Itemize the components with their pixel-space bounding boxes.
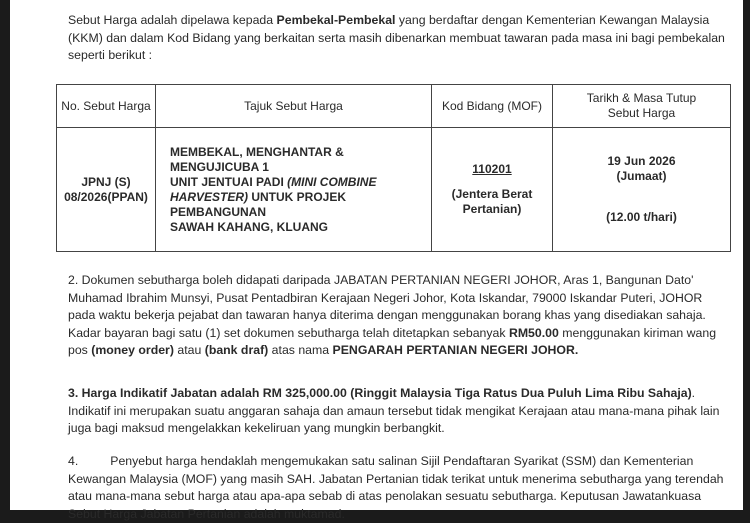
paragraph-2: [68, 272, 728, 360]
intro-text: Sebut Harga adalah dipelawa kepada: [68, 13, 277, 27]
header-kod-bidang: Kod Bidang (MOF): [432, 85, 553, 128]
cell-no-sebut-harga: [57, 128, 156, 252]
para2-money-order: (money order): [91, 343, 174, 357]
title-line2-text: UNIT JENTUAI PADI: [170, 174, 288, 189]
para3-text: . Indikatif ini merupakan suatu anggaran sahaja dan amaun tersebut tidak mengikat Kerajaan atau mana-mana pihak lain juga bagi maksud mengelakkan kekeliruan yang mungkin berbangkit.: [68, 386, 720, 435]
quotation-table: [56, 84, 731, 252]
closing-day: (Jumaat): [616, 169, 667, 183]
table-header-row: [57, 85, 731, 128]
intro-paragraph: [68, 12, 728, 65]
closing-time: (12.00 t/hari): [606, 210, 677, 224]
header-tajuk: Tajuk Sebut Harga: [156, 85, 432, 128]
para2-text: 2. Dokumen sebutharga boleh didapati daripada JABATAN PERTANIAN NEGERI JOHOR, Aras 1, Bangunan Dato' Muhamad Ibrahim Munsyi, Pusat Pentadbiran Kerajaan Negeri Johor, Kota Iskandar, 79000 Iskandar Puteri, JOHOR pada waktu bekerja pejabat dan tawaran hanya diterima dengan menggunakan borang khas yang disediakan sahaja. Kadar bayaran bagi satu (1) set dokumen sebutharga telah ditetapkan sebanyak: [68, 273, 706, 340]
title-line2: [170, 175, 423, 190]
para2-text-2: menggunakan kiriman wang pos: [68, 325, 717, 357]
para2-payee: PENGARAH PERTANIAN NEGERI JOHOR.: [332, 343, 579, 357]
header-no-sebut-harga: No. Sebut Harga: [57, 85, 156, 128]
document-page: [10, 0, 743, 521]
quote-number-line2: 08/2026(PPAN): [64, 189, 148, 204]
header-tarikh-masa: Tarikh & Masa Tutup Sebut Harga: [553, 85, 731, 128]
title-line4: SAWAH KAHANG, KLUANG: [170, 219, 328, 234]
para3-indicative-price: 3. Harga Indikatif Jabatan adalah RM 325,000.00 (Ringgit Malaysia Tiga Ratus Dua Puluh Lima Ribu Sahaja): [68, 386, 692, 400]
quote-number-line1: JPNJ (S): [81, 174, 131, 189]
title-line3: [170, 190, 423, 220]
para2-text-4: atas nama: [268, 343, 333, 357]
closing-date: 19 Jun 2026: [607, 154, 676, 168]
intro-bold-suppliers: Pembekal-Pembekal: [276, 13, 396, 27]
cell-kod-bidang: [432, 128, 553, 252]
paragraph-3: [68, 385, 728, 438]
paragraph-4: [68, 453, 728, 523]
intro-text-cont: yang berdaftar dengan Kementerian Kewangan Malaysia (KKM) dan dalam Kod Bidang yang berkaitan serta masih dibenarkan membuat tawaran pada masa ini bagi pembekalan seperti berikut :: [68, 13, 725, 62]
kod-desc-line2: Pertanian): [462, 202, 522, 216]
title-line3-text: UNTUK PROJEK PEMBANGUNAN: [170, 189, 347, 219]
para2-text-3: atau: [173, 343, 205, 357]
para2-bank-draf: (bank draf): [204, 343, 269, 357]
kod-desc-line1: (Jentera Berat: [451, 187, 533, 201]
cell-tarikh-masa: [553, 128, 731, 252]
table-row: [57, 128, 731, 252]
title-line1: MEMBEKAL, MENGHANTAR & MENGUJICUBA 1: [170, 144, 344, 174]
title-line2-italic: (MINI COMBINE: [287, 174, 377, 189]
cell-tajuk: [156, 128, 432, 252]
kod-bidang-code: 110201: [472, 162, 512, 176]
para2-fee: RM50.00: [508, 325, 559, 340]
para4-text: Penyebut harga hendaklah mengemukakan satu salinan Sijil Pendaftaran Syarikat (SSM) dan Kementerian Kewangan Malaysia (MOF) yang masih SAH. Jabatan Pertanian tidak terikat untuk menerima sebutharga yang terendah atau mana-mana sebut harga atau apa-apa sebab di atas penolakan sesuatu sebutharga. Keputusan Jawatankuasa Sebut Harga Jabatan Pertanian adalah muktamad.: [68, 454, 724, 521]
para4-number: 4.: [68, 454, 79, 468]
title-line3-italic: HARVESTER): [170, 189, 249, 204]
